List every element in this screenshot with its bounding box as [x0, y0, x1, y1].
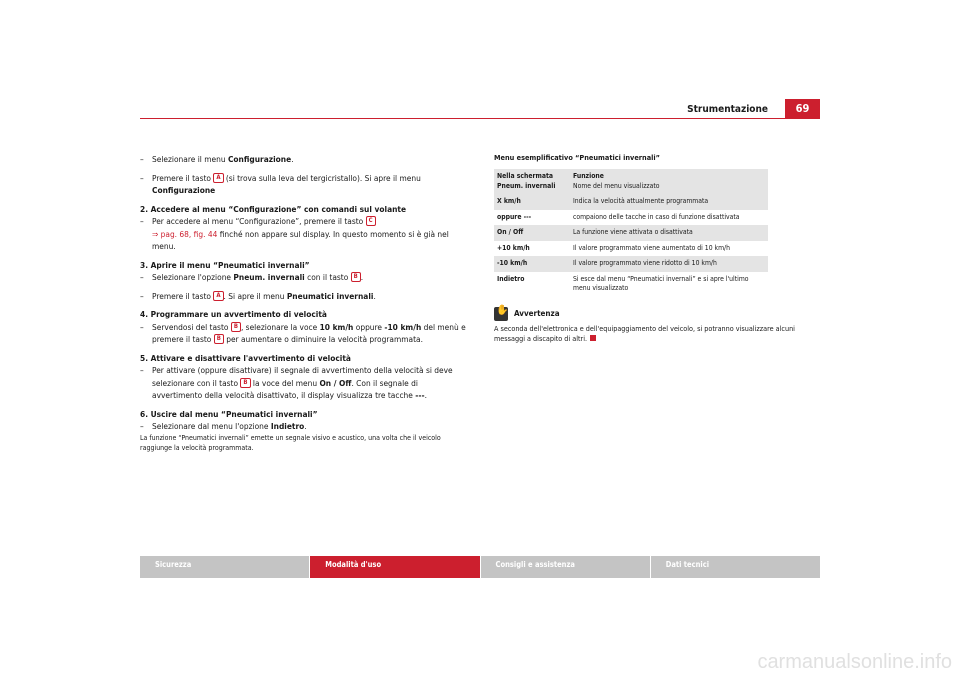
section-heading: 5. Attivare e disattivare l'avvertimento di velocità [140, 352, 351, 363]
footer-tab-modalita-uso[interactable]: Modalità d'uso [310, 556, 479, 578]
page-header-title: Strumentazione [687, 104, 768, 115]
footer-nav [140, 556, 820, 578]
step-line: – Selezionare l'opzione Pneum. invernali con il tasto B . [140, 271, 470, 284]
table-row [494, 272, 768, 297]
section-heading: 4. Programmare un avvertimento di velocità [140, 309, 327, 319]
step-line: – Premere il tasto A . Si apre il menu Pneumatici invernali. [140, 290, 470, 303]
table-row [494, 194, 768, 210]
row-value: Si esce dal menu “Pneumatici invernali” e si apre l'ultimo menu visualizzato [573, 274, 749, 292]
page-ref-link[interactable]: ⇒ pag. 68, fig. 44 [152, 228, 218, 239]
row-value: Indica la velocità attualmente programmata [570, 194, 768, 210]
menu-table [494, 169, 768, 297]
step-line: – Per accedere al menu “Configurazione”, premere il tasto C ⇒ pag. 68, fig. 44 finché non appare sul display. In questo momento si è già nel menu. [140, 215, 470, 253]
row-value: La funzione viene attivata o disattivata [570, 225, 768, 241]
header-cell: Funzione Nome del menu visualizzato [570, 169, 768, 194]
table-row [494, 241, 768, 257]
step-line: – Selezionare dal menu l'opzione Indietro. [140, 420, 470, 433]
footer-tab-consigli[interactable]: Consigli e assistenza [481, 556, 650, 578]
key-b-icon: B [214, 334, 224, 344]
row-key: Indietro [497, 274, 525, 283]
key-b-icon: B [240, 378, 250, 388]
row-key: oppure --- [497, 212, 532, 221]
header-rule [140, 118, 820, 119]
footnote: La funzione “Pneumatici invernali” emette un segnale visivo e acustico, una volta che il veicolo raggiunge la velocità programmata. [140, 433, 441, 452]
warning-box: ✋Avvertenza A seconda dell'elettronica e dell'equipaggiamento del veicolo, si potranno visualizzare alcuni messaggi a discapito di altri. [494, 307, 824, 344]
row-key: On / Off [494, 225, 570, 241]
key-b-icon: B [351, 272, 361, 282]
step-line: – Per attivare (oppure disattivare) il segnale di avvertimento della velocità si deve selezionare con il tasto B la voce del menu On / Off. Con il segnale di avvertimento della velocità disattivato, il display visualizza tre tacche ---. [140, 364, 470, 402]
key-b-icon: B [231, 322, 241, 332]
left-column [140, 153, 470, 453]
hand-note-icon [494, 307, 508, 321]
section-heading: 2. Accedere al menu “Configurazione” con comandi sul volante [140, 203, 407, 214]
table-row [494, 256, 768, 272]
step-line: – Premere il tasto A (si trova sulla leva del tergicristallo). Si apre il menu Configurazione [140, 172, 470, 197]
section-heading: 6. Uscire dal menu “Pneumatici invernali” [140, 408, 318, 419]
right-column [494, 153, 824, 344]
row-value: Il valore programmato viene aumentato di 10 km/h [573, 243, 730, 252]
footer-tab-dati-tecnici[interactable]: Dati tecnici [651, 556, 820, 578]
table-title: Menu esemplificativo “Pneumatici invernali” [494, 153, 660, 162]
key-c-icon: C [366, 216, 376, 226]
table-row [494, 210, 768, 226]
table-header-row [494, 169, 768, 194]
watermark: carmanualsonline.info [757, 651, 952, 673]
row-value: Il valore programmato viene ridotto di 10 km/h [570, 256, 768, 272]
row-value: compaiono delle tacche in caso di funzione disattivata [573, 212, 740, 221]
page-number: 69 [785, 99, 820, 119]
key-a-icon: A [213, 173, 223, 183]
step-line: – Servendosi del tasto B , selezionare la voce 10 km/h oppure -10 km/h del menù e premere il tasto B per aumentare o diminuire la velocità programmata. [140, 321, 470, 346]
row-key: +10 km/h [497, 243, 530, 252]
table-row [494, 225, 768, 241]
row-key: X km/h [494, 194, 570, 210]
header-cell: Nella schermata Pneum. invernali [494, 169, 570, 194]
key-a-icon: A [213, 291, 223, 301]
section-heading: 3. Aprire il menu “Pneumatici invernali” [140, 259, 310, 270]
row-key: -10 km/h [494, 256, 570, 272]
step-line: – Selezionare il menu Configurazione. [140, 153, 470, 166]
footer-tab-sicurezza[interactable]: Sicurezza [140, 556, 309, 578]
end-marker-icon [590, 335, 596, 341]
